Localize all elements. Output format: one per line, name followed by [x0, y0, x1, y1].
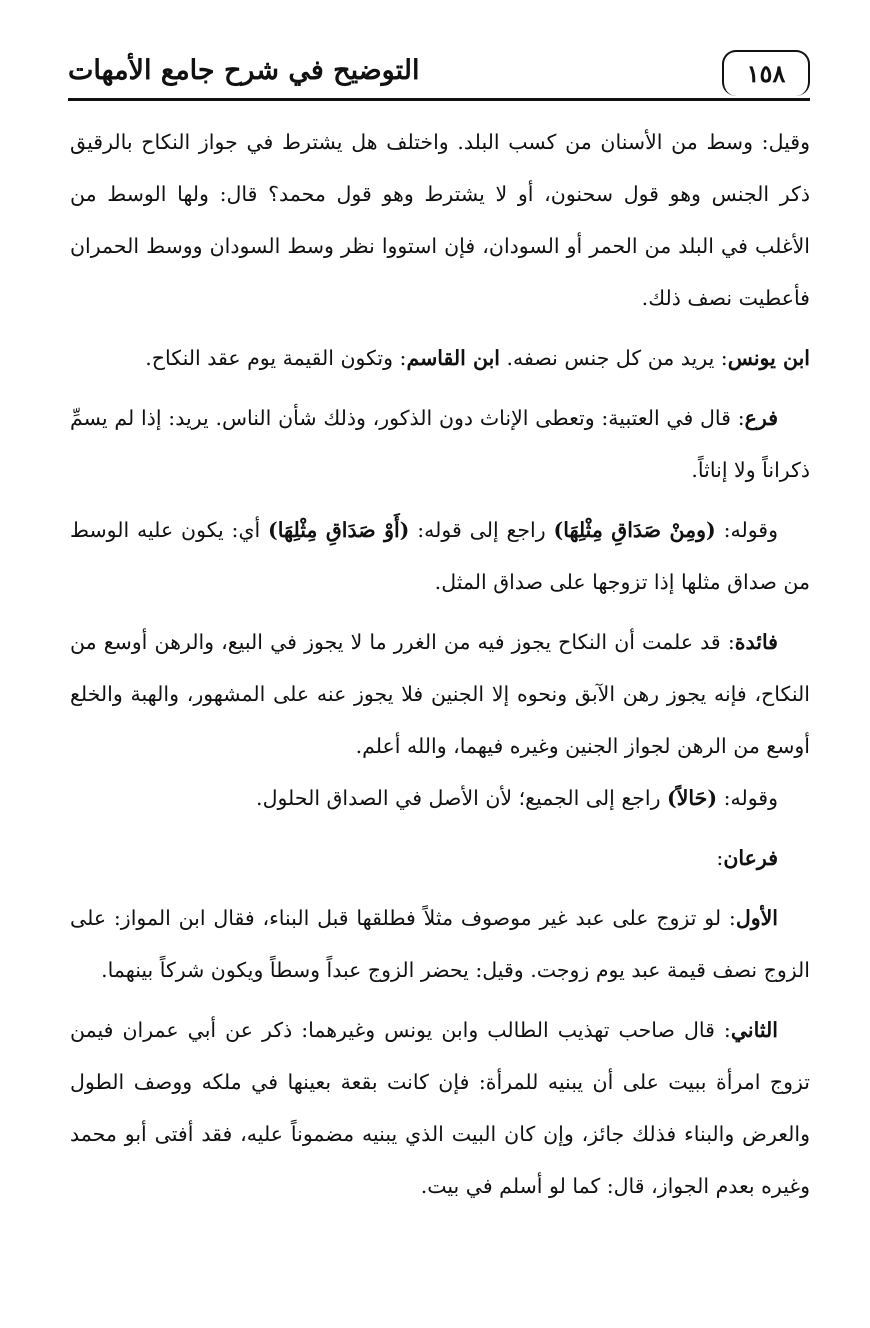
paragraph-4 — [70, 504, 810, 608]
paragraph-text: : قال في العتبية: وتعطى الإناث دون الذكور، وذلك شأن الناس. يريد: إذا لم يسمِّ ذكراناً ولا إناثاً. — [70, 406, 810, 482]
paragraph-6 — [70, 772, 810, 824]
paragraph-7 — [70, 832, 810, 884]
quoted-phrase: (حَالاً) — [667, 786, 718, 810]
page-header — [68, 46, 810, 101]
paragraph-text: : — [716, 846, 724, 870]
page-number: ١٥٨ — [722, 50, 810, 96]
section-label-second: الثاني — [730, 1018, 778, 1042]
paragraph-text: راجع إلى الجميع؛ لأن الأصل في الصداق الحلول. — [256, 786, 668, 810]
paragraph-text: أي: يكون عليه الوسط من صداق مثلها إذا تزوجها على صداق المثل. — [70, 518, 810, 594]
paragraph-text: وقوله: — [715, 518, 779, 542]
paragraph-text: : قال صاحب تهذيب الطالب وابن يونس وغيرهما: ذكر عن أبي عمران فيمن تزوج امرأة ببيت على أن يبنيه للمرأة: فإن كانت بقعة بعينها في ملكه ووصف الطول والعرض والبناء فذلك جائز، وإن كان البيت الذي يبنيه مضموناً عليه، فقد أفتى أبو محمد وغيره بعدم الجواز، قال: كما لو أسلم في بيت. — [70, 1018, 810, 1198]
running-title: التوضيح في شرح جامع الأمهات — [68, 55, 420, 86]
paragraph-text: : قد علمت أن النكاح يجوز فيه من الغرر ما لا يجوز في البيع، والرهن أوسع من النكاح، فإنه يجوز رهن الآبق ونحوه إلا الجنين فلا يجوز عنه على المشهور، والهبة والخلع أوسع من الرهن لجواز الجنين وغيره فيهما، والله أعلم. — [70, 630, 810, 758]
section-label-first: الأول — [735, 906, 778, 930]
paragraph-9 — [70, 1004, 810, 1212]
source-label-ibn-yunus: ابن يونس — [727, 346, 810, 370]
section-label-farani: فرعان — [723, 846, 778, 870]
quoted-phrase: (أَوْ صَدَاقِ مِثْلِهَا) — [268, 518, 410, 542]
section-label-far: فرع — [744, 406, 778, 430]
quoted-phrase: (ومِنْ صَدَاقِ مِثْلِهَا) — [553, 518, 716, 542]
paragraph-text: : وتكون القيمة يوم عقد النكاح. — [145, 346, 407, 370]
paragraph-text: راجع إلى قوله: — [409, 518, 554, 542]
source-label-ibn-alqasim: ابن القاسم — [406, 346, 500, 370]
paragraph-text: : لو تزوج على عبد غير موصوف مثلاً فطلقها قبل البناء، فقال ابن المواز: على الزوج نصف قيمة عبد يوم زوجت. وقيل: يحضر الزوج عبداً وسطاً ويكون شركاً بينهما. — [70, 906, 810, 982]
paragraph-text: : يريد من كل جنس نصفه. — [500, 346, 728, 370]
paragraph-text: وقوله: — [717, 786, 778, 810]
paragraph-5 — [70, 616, 810, 772]
paragraph-text: وقيل: وسط من الأسنان من كسب البلد. واختلف هل يشترط في جواز النكاح بالرقيق ذكر الجنس وهو قول سحنون، أو لا يشترط وهو قول محمد؟ قال: ولها الوسط من الأغلب في البلد من الحمر أو السودان، فإن استووا نظر وسط السودان ووسط الحمران فأعطيت نصف ذلك. — [70, 130, 810, 310]
paragraph-1 — [70, 116, 810, 324]
body-text — [70, 116, 810, 1212]
paragraph-3 — [70, 392, 810, 496]
paragraph-2 — [70, 332, 810, 384]
paragraph-8 — [70, 892, 810, 996]
section-label-faida: فائدة — [734, 630, 778, 654]
